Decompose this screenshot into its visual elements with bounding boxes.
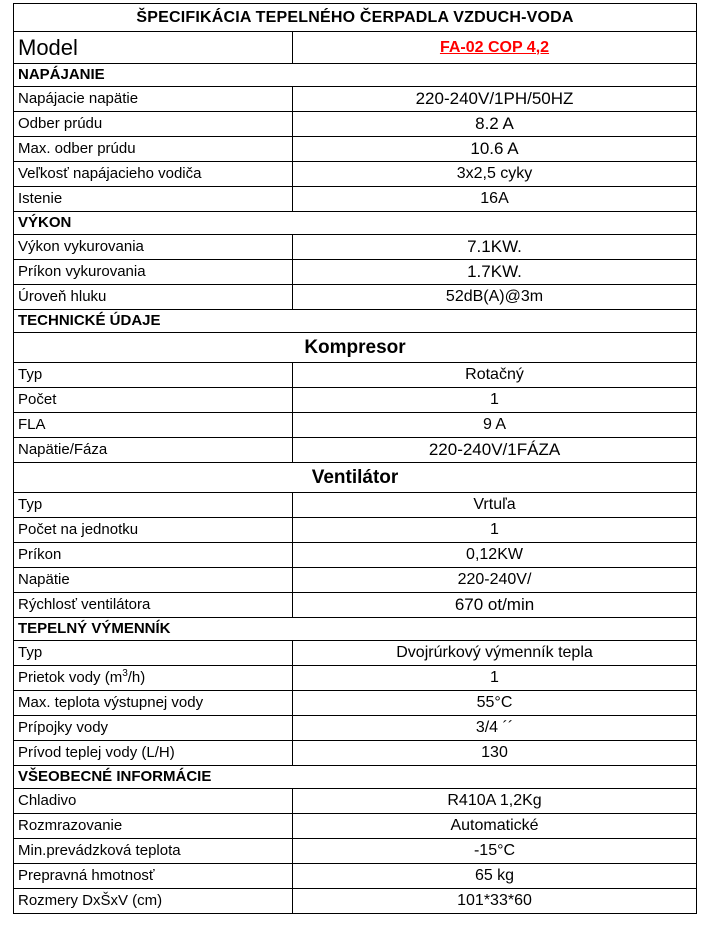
table-row (14, 889, 697, 914)
row-label: Typ (14, 363, 293, 388)
row-label: Napätie/Fáza (14, 438, 293, 463)
table-row (14, 543, 697, 568)
row-value: 10.6 A (293, 137, 697, 162)
row-value: 1 (293, 666, 697, 691)
table-row (14, 87, 697, 112)
label-superscript: 3 (122, 668, 128, 679)
model-value: FA-02 COP 4,2 (293, 32, 697, 64)
row-value: 220-240V/ (293, 568, 697, 593)
model-label: Model (14, 32, 293, 64)
row-label: Max. odber prúdu (14, 137, 293, 162)
row-label: Odber prúdu (14, 112, 293, 137)
table-row (14, 864, 697, 889)
table-row (14, 691, 697, 716)
table-row (14, 413, 697, 438)
section-title: NAPÁJANIE (14, 64, 697, 87)
section-header-technical (14, 310, 697, 333)
row-label: Typ (14, 493, 293, 518)
section-title: VŠEOBECNÉ INFORMÁCIE (14, 766, 697, 789)
table-row (14, 260, 697, 285)
row-value: Automatické (293, 814, 697, 839)
table-row (14, 112, 697, 137)
row-label: Príkon vykurovania (14, 260, 293, 285)
row-label: Min.prevádzková teplota (14, 839, 293, 864)
row-value: 0,12KW (293, 543, 697, 568)
row-label: Rozmrazovanie (14, 814, 293, 839)
row-value: 1 (293, 518, 697, 543)
section-title: VÝKON (14, 212, 697, 235)
table-row (14, 568, 697, 593)
table-row (14, 839, 697, 864)
model-row (14, 32, 697, 64)
section-title: TEPELNÝ VÝMENNÍK (14, 618, 697, 641)
row-value: R410A 1,2Kg (293, 789, 697, 814)
row-label: FLA (14, 413, 293, 438)
row-value: 1 (293, 388, 697, 413)
row-label: Rýchlosť ventilátora (14, 593, 293, 618)
row-value: 65 kg (293, 864, 697, 889)
table-row (14, 518, 697, 543)
row-label: Prípojky vody (14, 716, 293, 741)
row-value: Vrtuľa (293, 493, 697, 518)
section-title: TECHNICKÉ ÚDAJE (14, 310, 697, 333)
table-row (14, 666, 697, 691)
row-value: 670 ot/min (293, 593, 697, 618)
label-text: Prietok vody (m (18, 669, 123, 686)
row-value: 130 (293, 741, 697, 766)
table-row (14, 741, 697, 766)
row-value: 220-240V/1FÁZA (293, 438, 697, 463)
spec-sheet (13, 3, 696, 914)
table-row (14, 363, 697, 388)
table-row (14, 235, 697, 260)
row-label: Napájacie napätie (14, 87, 293, 112)
row-value: 101*33*60 (293, 889, 697, 914)
row-value: 3x2,5 cyky (293, 162, 697, 187)
table-row (14, 137, 697, 162)
document-title: ŠPECIFIKÁCIA TEPELNÉHO ČERPADLA VZDUCH-VODA (14, 4, 697, 32)
table-row (14, 789, 697, 814)
row-label: Rozmery DxŠxV (cm) (14, 889, 293, 914)
row-value: 7.1KW. (293, 235, 697, 260)
subsection-title: Kompresor (14, 333, 697, 363)
table-row (14, 814, 697, 839)
row-value: 9 A (293, 413, 697, 438)
table-row (14, 641, 697, 666)
section-header-power (14, 64, 697, 87)
row-label: Chladivo (14, 789, 293, 814)
row-label: Počet na jednotku (14, 518, 293, 543)
table-row (14, 187, 697, 212)
row-label: Počet (14, 388, 293, 413)
row-label: Úroveň hluku (14, 285, 293, 310)
row-value: 220-240V/1PH/50HZ (293, 87, 697, 112)
section-header-general (14, 766, 697, 789)
row-value: 52dB(A)@3m (293, 285, 697, 310)
row-value: Rotačný (293, 363, 697, 388)
table-row (14, 438, 697, 463)
table-row (14, 593, 697, 618)
row-label: Napätie (14, 568, 293, 593)
row-value: Dvojrúrkový výmenník tepla (293, 641, 697, 666)
section-header-performance (14, 212, 697, 235)
row-label (14, 666, 293, 691)
table-row (14, 388, 697, 413)
row-label: Max. teplota výstupnej vody (14, 691, 293, 716)
row-value: 55°C (293, 691, 697, 716)
subsection-title: Ventilátor (14, 463, 697, 493)
title-row (14, 4, 697, 32)
table-row (14, 285, 697, 310)
table-row (14, 162, 697, 187)
row-value: 1.7KW. (293, 260, 697, 285)
row-label: Veľkosť napájacieho vodiča (14, 162, 293, 187)
row-label: Prepravná hmotnosť (14, 864, 293, 889)
row-value: -15°C (293, 839, 697, 864)
row-label: Istenie (14, 187, 293, 212)
subheader-fan (14, 463, 697, 493)
table-row (14, 716, 697, 741)
row-label: Príkon (14, 543, 293, 568)
row-value: 16A (293, 187, 697, 212)
section-header-exchanger (14, 618, 697, 641)
row-label: Typ (14, 641, 293, 666)
table-row (14, 493, 697, 518)
label-text: /h) (127, 669, 146, 686)
spec-table (13, 3, 697, 914)
row-value: 8.2 A (293, 112, 697, 137)
subheader-compressor (14, 333, 697, 363)
row-label: Výkon vykurovania (14, 235, 293, 260)
row-label: Prívod teplej vody (L/H) (14, 741, 293, 766)
row-value: 3/4 ´´ (293, 716, 697, 741)
